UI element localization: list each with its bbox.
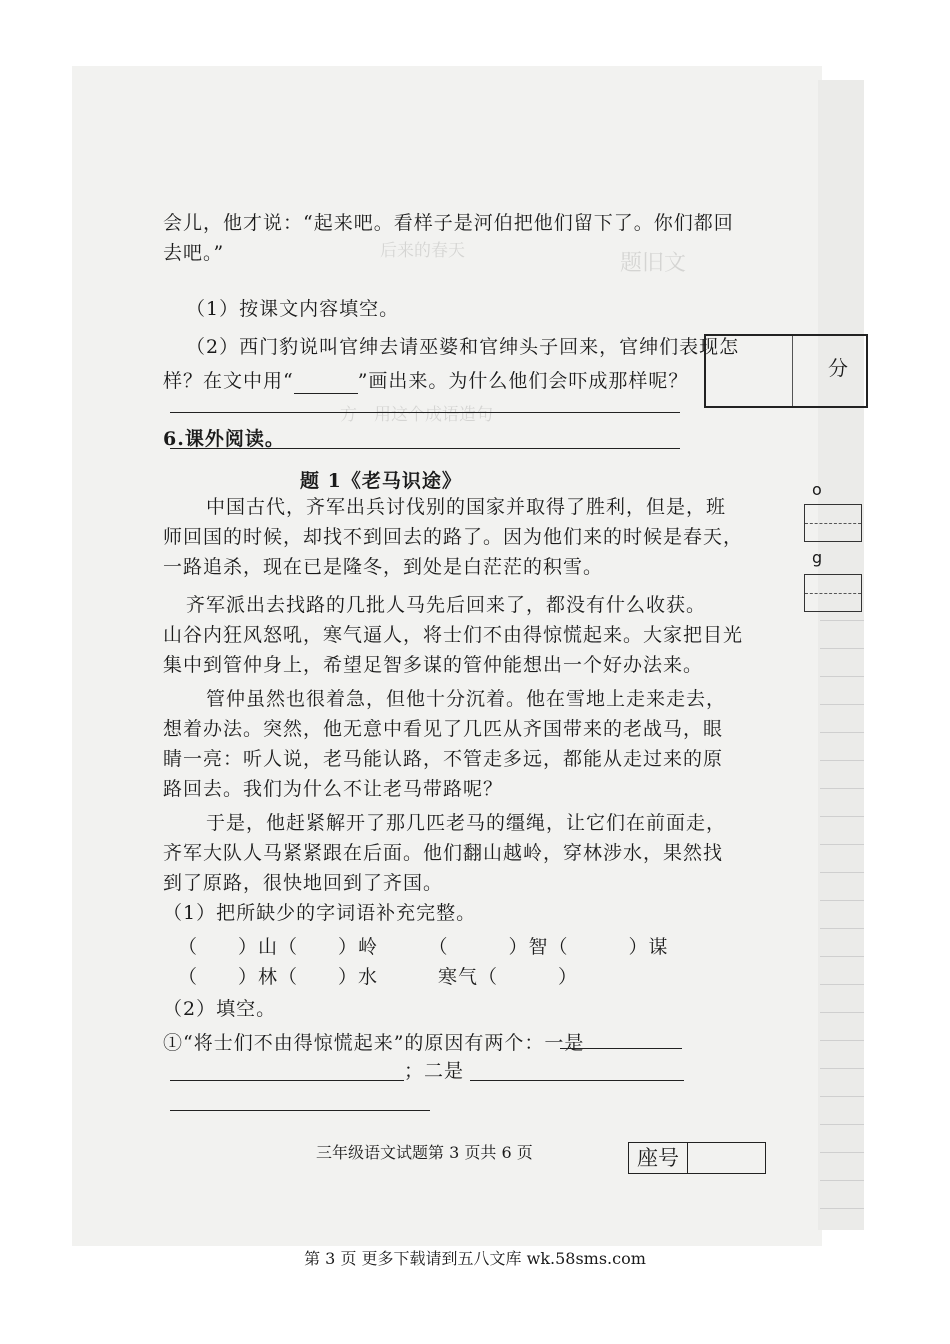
question-6-heading: 6.课外阅读。 (163, 428, 285, 450)
question-6-2: （2）填空。 (163, 998, 277, 1020)
score-label: 分 (828, 356, 848, 380)
reading-line: 中国古代，齐军出兵讨伐别的国家并取得了胜利，但是，班 (206, 496, 727, 518)
fill-blank-row[interactable]: （ ）山（ ）岭 （ ）智（ ）谋 (178, 936, 669, 958)
writing-grid-edge (820, 620, 864, 1220)
seat-number-label: 座号 (629, 1143, 688, 1173)
question-5-2-text-b: ”画出来。为什么他们会吓成那样呢？ (357, 370, 689, 392)
answer-line[interactable] (170, 1080, 404, 1081)
underline-symbol-sample (294, 375, 358, 394)
reading-line: 齐军大队人马紧紧跟在后面。他们翻山越岭，穿林涉水，果然找 (163, 842, 724, 864)
reading-line: 山谷内狂风怒吼，寒气逼人，将士们不由得惊慌起来。大家把目光 (163, 624, 744, 646)
reading-line: 齐军派出去找路的几批人马先后回来了，都没有什么收获。 (186, 594, 707, 616)
seat-number-box[interactable] (628, 1142, 766, 1174)
reading-line: 路回去。我们为什么不让老马带路呢？ (163, 778, 504, 800)
score-box-divider (792, 336, 793, 406)
pinyin-letter: o (812, 480, 822, 499)
page-footer: 三年级语文试题第 3 页共 6 页 (316, 1143, 533, 1162)
question-6-2-1: ①“将士们不由得惊慌起来”的原因有两个：一是 (163, 1032, 585, 1054)
reading-line: 师回国的时候，却找不到回去的路了。因为他们来的时候是春天， (163, 526, 744, 548)
reading-line: 想着办法。突然，他无意中看见了几匹从齐国带来的老战马，眼 (163, 718, 724, 740)
question-5-1: （1）按课文内容填空。 (186, 298, 400, 320)
pinyin-letter: g (812, 548, 823, 567)
reading-line: 到了原路，很快地回到了齐国。 (163, 872, 444, 894)
answer-line[interactable] (560, 1048, 682, 1049)
reading-line: 管仲虽然也很着急，但他十分沉着。他在雪地上走来走去， (206, 688, 727, 710)
answer-line[interactable] (470, 1080, 684, 1081)
passage-line: 会儿，他才说：“起来吧。看样子是河伯把他们留下了。你们都回 (163, 212, 734, 234)
passage-line: 去吧。” (163, 242, 225, 264)
reading-line: 一路追杀，现在已是隆冬，到处是白茫茫的积雪。 (163, 556, 604, 578)
reading-line: 睛一亮：听人说，老马能认路，不管走多远，都能从走过来的原 (163, 748, 724, 770)
bleed-through-text: 方 用这个成语造句 (340, 405, 493, 425)
reading-line: 集中到管仲身上，希望足智多谋的管仲能想出一个好办法来。 (163, 654, 704, 676)
bleed-through-text: 后来的春天 (380, 241, 465, 261)
fill-blank-row[interactable]: （ ）林（ ）水 寒气（ ） (178, 966, 579, 988)
website-footer: 第 3 页 更多下载请到五八文库 wk.58sms.com (304, 1249, 646, 1268)
answer-line[interactable] (170, 412, 680, 413)
question-6-2-1-separator: ；二是 (404, 1060, 465, 1082)
reading-line: 于是，他赶紧解开了那几匹老马的缰绳，让它们在前面走， (206, 812, 727, 834)
pinyin-writing-box[interactable] (804, 574, 862, 612)
reading-title: 题 1《老马识途》 (300, 470, 462, 492)
bleed-through-text: 题旧文 (620, 251, 687, 276)
question-6-1: （1）把所缺少的字词语补充完整。 (163, 902, 477, 924)
bleed-through-text (90, 680, 107, 705)
answer-line[interactable] (170, 1110, 430, 1111)
question-5-2-text-a: 样？在文中用“ (163, 370, 294, 392)
question-5-2-line2 (163, 368, 688, 394)
pinyin-writing-box[interactable] (804, 504, 862, 542)
question-5-2: （2）西门豹说叫官绅去请巫婆和官绅头子回来，官绅们表现怎 (186, 336, 740, 358)
